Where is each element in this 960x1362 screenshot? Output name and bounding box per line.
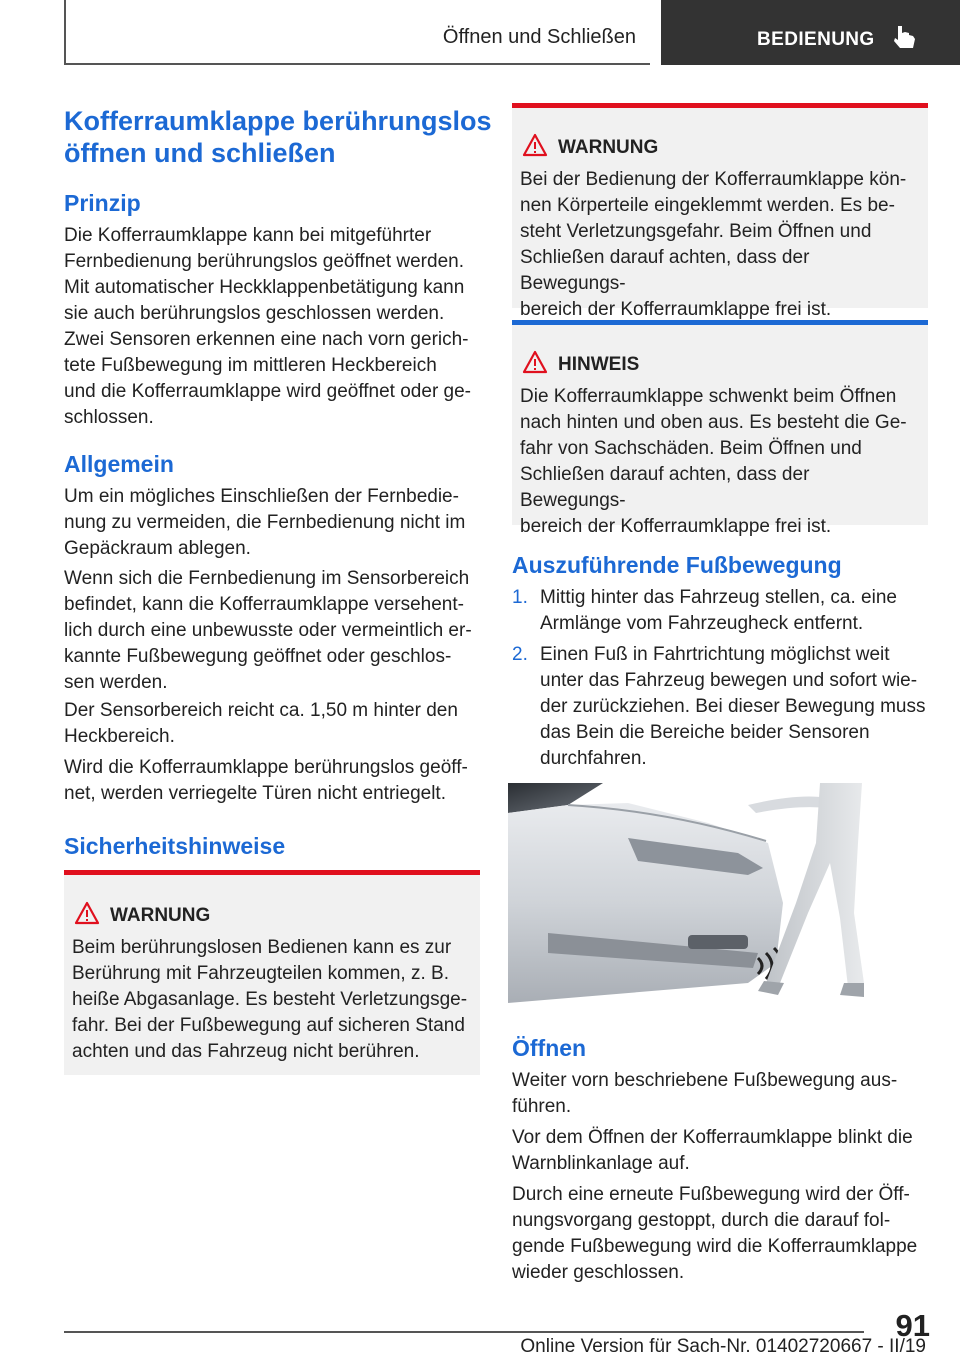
page-title-line-2: öffnen und schließen (64, 138, 336, 168)
chapter-tab (661, 0, 960, 65)
step-text: Mittig hinter das Fahrzeug stellen, ca. eine Armlänge vom Fahrzeugheck entfernt. (540, 587, 897, 634)
header-rule (64, 63, 650, 65)
warning-triangle-icon (74, 901, 100, 925)
page-number: 91 (895, 1308, 930, 1343)
car-rear-foot-gesture-illustration (508, 783, 864, 1003)
step-number: 2. (512, 644, 528, 665)
hinweis-text: Die Kofferraumklappe schwenkt beim Öffnen nach hinten und oben aus. Es besteht die Ge- fahr von Sachschäden. Beim Öffnen und Schließen darauf achten, dass der Bewegungs- bereich der Kofferraumklappe frei ist. (520, 386, 907, 537)
heading-prinzip: Prinzip (64, 190, 141, 216)
warning-text: Bei der Bedienung der Kofferraumklappe kön- nen Körperteile eingeklemmt werden. Es be- steht Verletzungsgefahr. Beim Öffnen und Schließen darauf achten, dass der Bewegungs- bereich der Kofferraumklappe frei ist. (520, 169, 907, 320)
hinweis-title: HINWEIS (558, 354, 640, 375)
warning-text: Beim berührungslosen Bedienen kann es zur Berührung mit Fahrzeugteilen kommen, z. B. heiße Abgasanlage. Es besteht Verletzungsge- fahr. Bei der Fußbewegung auf sicheren Stand achten und das Fahrzeug nicht berühren. (72, 937, 468, 1062)
heading-allgemein: Allgemein (64, 451, 174, 477)
heading-oeffnen: Öffnen (512, 1035, 587, 1061)
heading-sicherheitshinweise: Sicherheitshinweise (64, 833, 286, 859)
step-text: Einen Fuß in Fahrtrichtung möglichst weit unter das Fahrzeug bewegen und sofort wie- der zurückziehen. Bei dieser Bewegung muss das Bein die Bereiche beider Sensoren durchfahren. (540, 644, 926, 769)
paragraph-allgemein-4: Wird die Kofferraumklappe berührungslos geöff- net, werden verriegelte Türen nicht entriegelt. (64, 757, 468, 804)
paragraph-oeffnen-1: Weiter vorn beschriebene Fußbewegung aus- führen. (512, 1070, 898, 1117)
footer-rule (64, 1331, 864, 1333)
step-number: 1. (512, 587, 528, 608)
section-title: Öffnen und Schließen (442, 26, 636, 48)
paragraph-prinzip: Die Kofferraumklappe kann bei mitgeführter Fernbedienung berührungslos geöffnet werden. Mit automatischer Heckklappenbetätigung kann sie auch berührungslos geschlossen werden. Zwei Sensoren erkennen eine nach vorn gerich- tete Fußbewegung im mittleren Heckbereich und die Kofferraumklappe wird geöffnet oder ge- schlossen. (64, 225, 472, 428)
warning-title: WARNUNG (110, 905, 211, 926)
hinweis-box (512, 320, 928, 537)
heading-fussbewegung: Auszuführende Fußbewegung (512, 552, 842, 578)
hand-pointer-icon (893, 24, 919, 52)
page-title-line-1: Kofferraumklappe berührungslos (64, 106, 492, 136)
paragraph-allgemein-2: Wenn sich die Fernbedienung im Sensorbereich befindet, kann die Kofferraumklappe versehent- lich durch eine unbewusste oder vermeintlich er- kannte Fußbewegung geöffnet oder geschlos- sen werden. (64, 568, 472, 693)
warning-triangle-icon (522, 133, 548, 157)
paragraph-oeffnen-2: Vor dem Öffnen der Kofferraumklappe blinkt die Warnblinkanlage auf. (512, 1127, 913, 1174)
paragraph-allgemein-3: Der Sensorbereich reicht ca. 1,50 m hinter den Heckbereich. (64, 700, 458, 747)
chapter-label: BEDIENUNG (757, 29, 875, 50)
warning-box-1 (64, 870, 480, 1075)
warning-title: WARNUNG (558, 137, 659, 158)
paragraph-allgemein-1: Um ein mögliches Einschließen der Fernbedie- nung zu vermeiden, die Fernbedienung nicht im Gepäckraum ablegen. (64, 486, 466, 559)
warning-box-2 (512, 103, 928, 320)
paragraph-oeffnen-3: Durch eine erneute Fußbewegung wird der Öff- nungsvorgang gestoppt, durch die darauf fol- gende Fußbewegung wird die Kofferraumklappe wieder geschlossen. (512, 1184, 918, 1283)
footer-online-version: Online Version für Sach-Nr. 01402720667 - II/19 (520, 1336, 926, 1357)
warning-triangle-icon (522, 350, 548, 374)
